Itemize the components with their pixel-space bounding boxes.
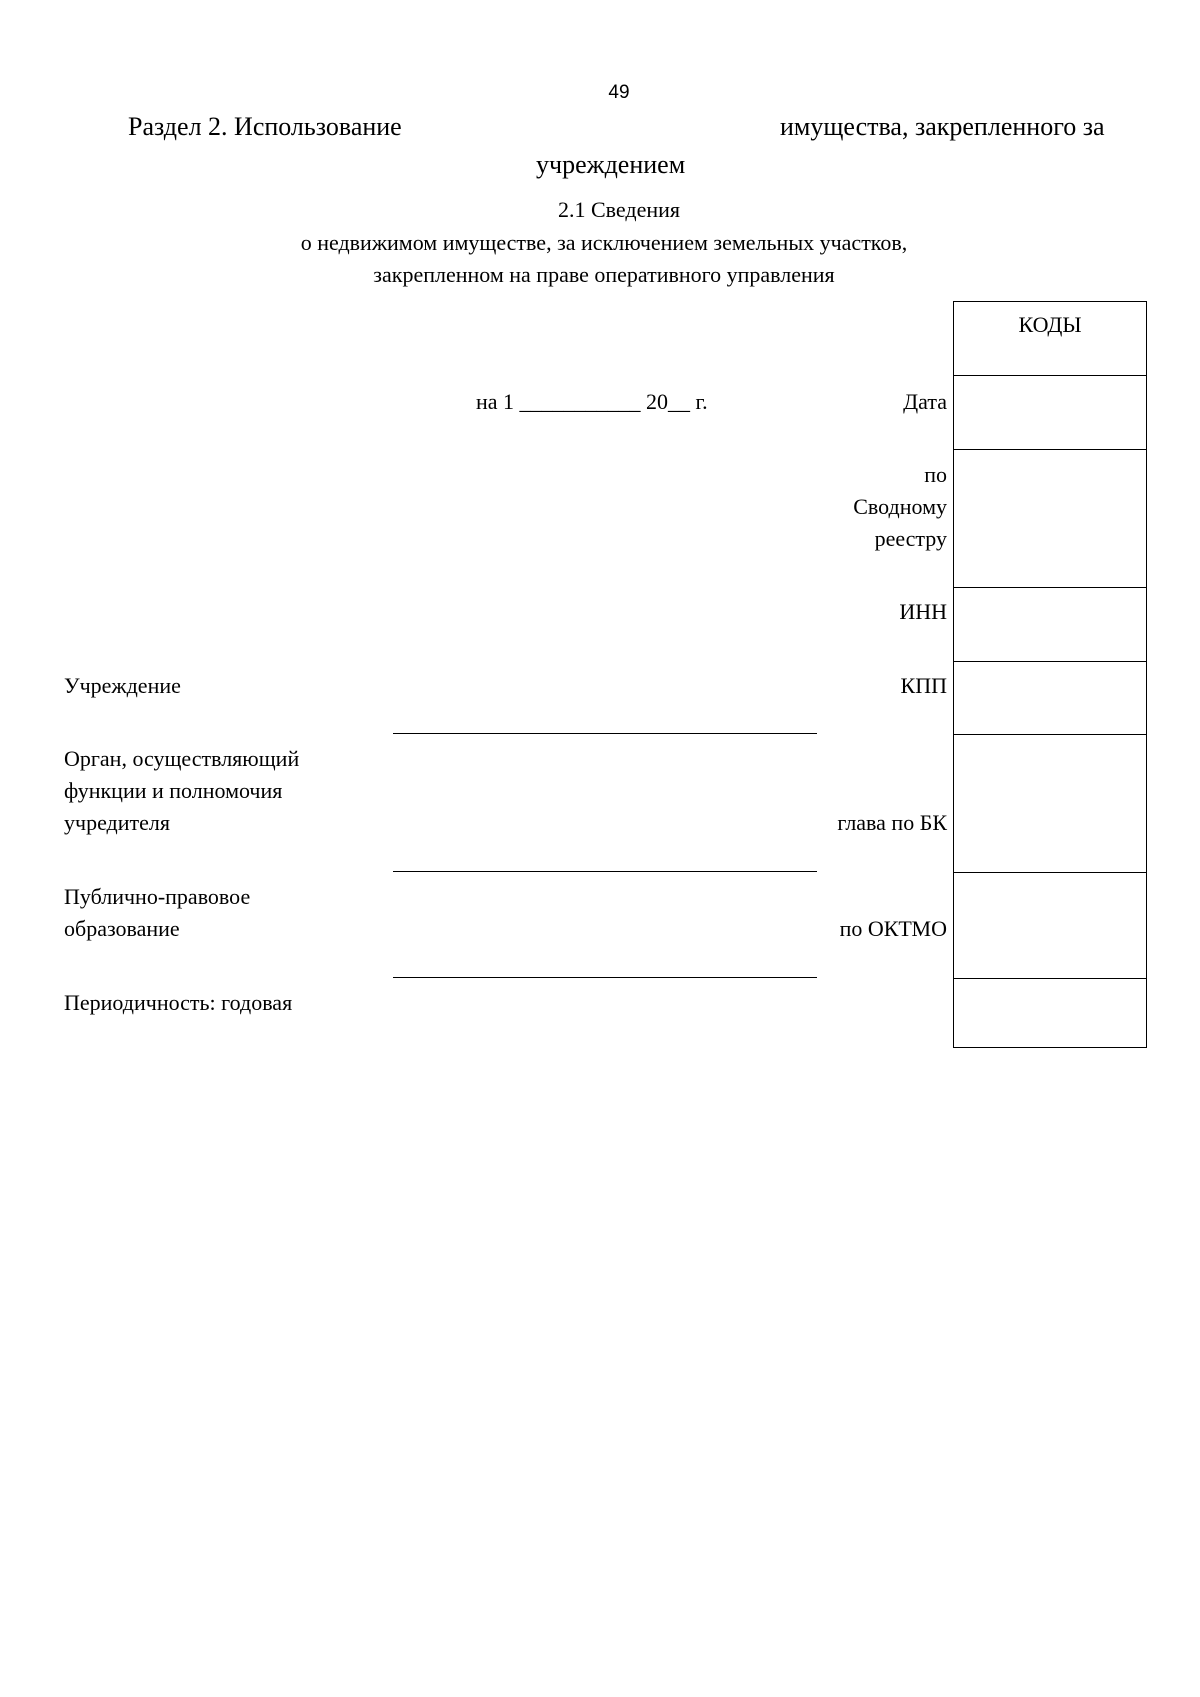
- date-suffix: г.: [695, 389, 708, 414]
- date-month-blank: ___________: [519, 389, 641, 414]
- codes-header: КОДЫ: [1018, 312, 1082, 337]
- code-cell-glava: [954, 734, 1146, 735]
- page-number: 49: [608, 82, 630, 103]
- field-institution: Учреждение: [64, 673, 181, 698]
- code-cell-periodicity: [954, 978, 1146, 979]
- date-year: 20__: [646, 389, 691, 414]
- label-date: Дата: [903, 389, 947, 414]
- field-founder-line-3: учредителя: [64, 810, 170, 835]
- label-kpp: КПП: [900, 673, 947, 698]
- institution-fill-line: [393, 733, 817, 734]
- label-registry-2: Сводному: [853, 494, 947, 519]
- code-cell-date: [954, 375, 1146, 376]
- section-title-right: имущества, закрепленного за: [780, 112, 1105, 141]
- founder-fill-line: [393, 871, 817, 872]
- subtitle-line-3: закрепленном на праве оперативного управления: [373, 262, 835, 287]
- label-oktmo: по ОКТМО: [839, 916, 947, 941]
- field-periodicity: Периодичность: годовая: [64, 990, 293, 1015]
- label-inn: ИНН: [899, 599, 947, 624]
- field-founder-line-2: функции и полномочия: [64, 778, 283, 803]
- field-founder-line-1: Орган, осуществляющий: [64, 746, 300, 771]
- code-cell-registry: [954, 449, 1146, 450]
- section-title-line2: учреждением: [536, 150, 686, 179]
- label-registry-3: реестру: [874, 526, 947, 551]
- code-cell-kpp: [954, 661, 1146, 662]
- field-public-line-2: образование: [64, 916, 180, 941]
- public-fill-line: [393, 977, 817, 978]
- label-glava: глава по БК: [837, 810, 947, 835]
- codes-table: [953, 301, 1147, 1048]
- subtitle-heading: 2.1 Сведения: [557, 197, 681, 222]
- label-registry-1: по: [924, 462, 947, 487]
- section-title-left: Раздел 2. Использование: [128, 112, 402, 141]
- date-prefix: на 1: [476, 389, 515, 414]
- code-cell-inn: [954, 587, 1146, 588]
- subtitle-line-2: о недвижимом имуществе, за исключением земельных участков,: [300, 230, 908, 255]
- date-line: [476, 386, 708, 418]
- field-public-line-1: Публично-правовое: [64, 884, 251, 909]
- code-cell-oktmo: [954, 872, 1146, 873]
